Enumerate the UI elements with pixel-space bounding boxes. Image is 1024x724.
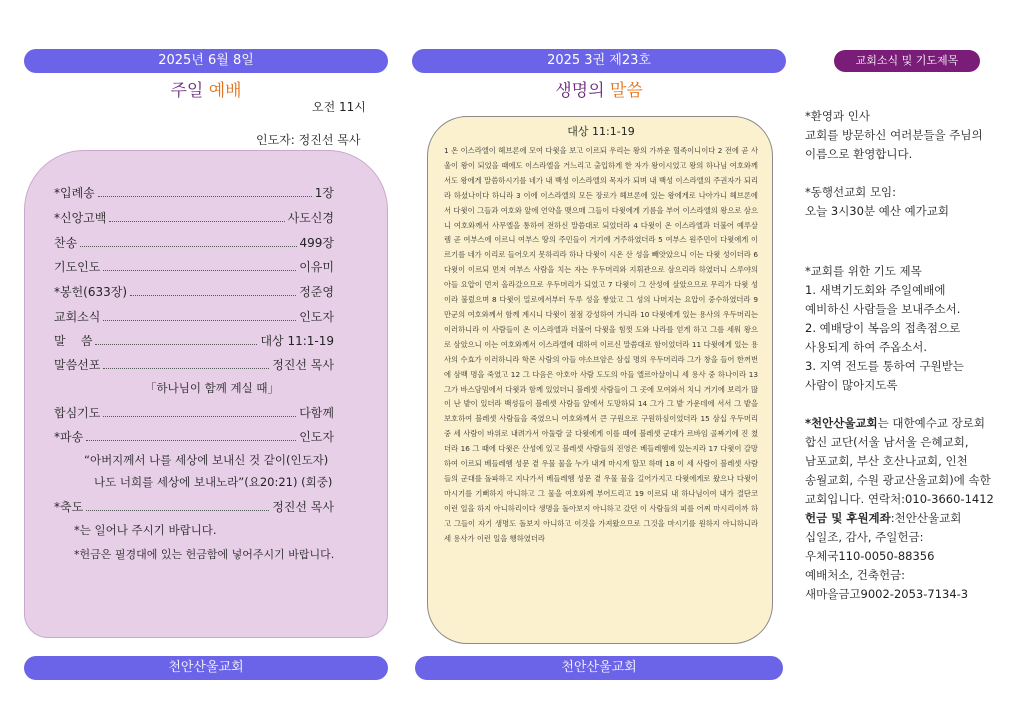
worship-title-accent: 예배 bbox=[208, 81, 242, 101]
order-row bbox=[54, 332, 334, 349]
account-line: 예배처소, 건축헌금: bbox=[805, 568, 906, 582]
church-info-line: 합신 교단(서울 남서울 은혜교회, bbox=[805, 435, 969, 449]
date-banner bbox=[24, 49, 388, 73]
note-offering: *헌금은 필경대에 있는 헌금함에 넣어주시기 바랍니다. bbox=[74, 548, 335, 561]
order-value: 대상 11:1-19 bbox=[260, 334, 334, 348]
sending-line-2: 나도 너희를 세상에 보내노라”(요20:21) (회중) bbox=[94, 475, 333, 489]
church-info-section bbox=[805, 414, 1015, 604]
church-info-line bbox=[805, 414, 1015, 433]
welcome-line: 이름으로 환영합니다. bbox=[805, 147, 913, 161]
prayer-item: 예비하신 사람들을 보내주소서. bbox=[805, 302, 961, 316]
middle-footer-banner bbox=[415, 656, 783, 680]
order-value: 다함께 bbox=[299, 406, 334, 420]
news-prayer-banner bbox=[834, 50, 980, 72]
church-info-line: 교회입니다. 연락처:010-3660-1412 bbox=[805, 492, 994, 506]
meeting-section bbox=[805, 183, 1015, 221]
welcome-section bbox=[805, 107, 1015, 164]
order-label: *입례송 bbox=[54, 186, 95, 200]
word-title bbox=[412, 76, 786, 101]
word-title-plain: 생명의 bbox=[555, 81, 605, 101]
welcome-line: 교회를 방문하신 여러분들을 주님의 bbox=[805, 128, 983, 142]
order-row bbox=[54, 209, 334, 226]
order-value: 정준영 bbox=[299, 285, 334, 299]
order-label: 교회소식 bbox=[54, 310, 101, 324]
order-row bbox=[54, 356, 334, 373]
order-value: 인도자 bbox=[299, 310, 334, 324]
order-value: 사도신경 bbox=[287, 211, 334, 225]
welcome-title: *환영과 인사 bbox=[805, 109, 870, 123]
order-row bbox=[54, 283, 334, 300]
worship-title-plain: 주일 bbox=[170, 81, 204, 101]
note-standing: *는 일어나 주시기 바랍니다. bbox=[74, 523, 217, 537]
order-value: 정진선 목사 bbox=[272, 358, 334, 372]
news-prayer-header: 교회소식 및 기도제목 bbox=[855, 54, 959, 67]
account-line: 새마을금고9002-2053-7134-3 bbox=[805, 587, 969, 601]
order-label: 말 씀 bbox=[54, 334, 93, 348]
church-intro: 는 대한예수교 장로회 bbox=[877, 416, 985, 430]
order-value: 499장 bbox=[299, 236, 334, 250]
order-row bbox=[54, 258, 334, 275]
account-line: 십일조, 감사, 주일헌금: bbox=[805, 530, 924, 544]
order-value: 인도자 bbox=[299, 430, 334, 444]
issue-text: 2025 3권 제23호 bbox=[547, 53, 651, 68]
order-label: 말씀선포 bbox=[54, 358, 101, 372]
order-row bbox=[54, 234, 334, 251]
left-footer-text: 천안산울교회 bbox=[168, 660, 244, 675]
sermon-title: 「하나님이 함께 계실 때」 bbox=[145, 381, 279, 395]
order-row bbox=[54, 428, 334, 445]
order-label: *파송 bbox=[54, 430, 84, 444]
order-value: 1장 bbox=[314, 186, 334, 200]
sending-line-1: “아버지께서 나를 세상에 보내신 것 같이(인도자) bbox=[84, 453, 329, 467]
order-label: *신앙고백 bbox=[54, 211, 107, 225]
church-label: *천안산울교회 bbox=[805, 416, 878, 430]
order-value: 이유미 bbox=[299, 260, 334, 274]
scripture-box bbox=[427, 116, 773, 644]
issue-banner bbox=[412, 49, 786, 73]
prayer-item: 3. 지역 전도를 통하여 구원받는 bbox=[805, 359, 964, 373]
date-text: 2025년 6월 8일 bbox=[158, 53, 254, 68]
scripture-reference: 대상 11:1-19 bbox=[567, 125, 635, 138]
word-title-accent: 말씀 bbox=[609, 81, 643, 101]
church-info-line: 남포교회, 부산 호산나교회, 인천 bbox=[805, 454, 968, 468]
account-line: 우체국110-0050-88356 bbox=[805, 549, 935, 563]
prayer-item: 사람이 많아지도록 bbox=[805, 378, 898, 392]
prayer-item: 2. 예배당이 복음의 접촉점으로 bbox=[805, 321, 961, 335]
order-label: *봉헌(633장) bbox=[54, 285, 128, 299]
account-line bbox=[805, 509, 1015, 528]
order-label: 기도인도 bbox=[54, 260, 101, 274]
order-label: 합심기도 bbox=[54, 406, 101, 420]
prayer-item: 사용되게 하여 주옵소서. bbox=[805, 340, 928, 354]
order-row bbox=[54, 184, 334, 201]
scripture-text: 1 온 이스라엘이 헤브론에 모여 다윗을 보고 이르되 우리는 왕의 가까운 혈족이니이다 2 전에 곧 사울이 왕이 되었을 때에도 이스라엘을 거느리고 출입하게 한 자가 왕이시었고 왕의 하나님 여호와께서도 왕에게 말씀하시기를 네가 내 백성 이스라엘의 목자가 되며 내 백성 이스라엘의 주권자가 되리라 하셨나이다 하니라 3 이에 이스라엘의 모든 장로가 헤브론에 있는 왕에게로 나아가니 헤브론에서 다윗이 그들과 여호와 앞에 언약을 맺으매 그들이 다윗에게 기름을 부어 이스라엘의 왕으로 삼으니 여호와께서 사무엘을 통하여 전하신 말씀대로 되었더라 4 다윗이 온 이스라엘과 더불어 예루살렘 곧 여부스에 이르니 여부스 땅의 주민들이 거기에 거주하였더라 5 여부스 원주민이 다윗에게 이르기를 네가 이리로 들어오지 못하리라 하나 다윗이 시온 산 성을 빼앗았으니 이는 다윗 성이더라 6 다윗이 이르되 먼저 여부스 사람을 치는 자는 우두머리와 지휘관으로 삼으리라 하였더니 스루야의 아들 요압이 먼저 올라갔으므로 우두머리가 되었고 7 다윗이 그 산성에 살았으므로 무리가 다윗 성이라 불렀으며 8 다윗이 밀로에서부터 두루 성을 쌓았고 그 성의 나머지는 요압이 중수하였더라 9 만군의 여호와께서 함께 계시니 다윗이 점점 강성하여 가니라 10 다윗에게 있는 용사의 우두머리는 이러하니라 이 사람들이 온 이스라엘과 더불어 다윗을 힘껏 도와 나라를 얻게 하고 그를 세워 왕으로 삼았으니 이는 여호와께서 이스라엘에 대하여 이르신 말씀대로 함이었더라 11 다윗에게 있는 용사의 수효가 이러하니라 학몬 사람의 아들 야소브암은 삼십 명의 우두머리라 그가 창을 들어 한꺼번에 삼백 명을 죽였고 12 그 다음은 아호아 사람 도도의 아들 엘르아살이니 세 용사 중 하나이라 13 그가 바스담밈에서 다윗과 함께 있었더니 블레셋 사람들이 그 곳에 모여와서 치니 거기에 보리가 많이 난 밭이 있더라 백성들이 블레셋 사람들 앞에서 도망하되 14 그가 그 밭 가운데에 서서 그 밭을 보호하여 블레셋 사람들을 죽였으니 여호와께서 큰 구원으로 구원하심이었더라 15 삼십 우두머리 중 세 사람이 바위로 내려가서 아둘람 굴 다윗에게 이를 때에 블레셋 군대가 르바임 골짜기에 진 쳤더라 16 그 때에 다윗은 산성에 있고 블레셋 사람들의 진영은 베들레헴에 있는지라 17 다윗이 갈망하여 이르되 베들레헴 성문 곁 우물 물을 누가 내게 마시게 할꼬 하매 18 이 세 사람이 블레셋 사람들의 군대를 돌파하고 지나가서 베들레헴 성문 곁 우물 물을 길어가지고 다윗에게로 왔으나 다윗이 마시기를 기뻐하지 아니하고 그 물을 여호와께 부어드리고 19 이르되 내 하나님이여 내가 결단코 이런 일을 하지 아니하리이다 생명을 돌아보지 아니하고 갔던 이 사람들의 피를 어찌 마시리이까 하고 그들이 자기 생명도 돌보지 아니하고 이것을 가져왔으므로 그것을 마시기를 원하지 아니하니라 세 용사가 이런 일을 행하였더라 bbox=[444, 146, 758, 543]
account-holder: :천안산울교회 bbox=[890, 511, 962, 525]
order-value: 정진선 목사 bbox=[272, 500, 334, 514]
church-info-line: 송월교회, 수원 광교산울교회)에 속한 bbox=[805, 473, 991, 487]
meeting-title: *동행선교회 모임: bbox=[805, 185, 897, 199]
account-label: 헌금 및 후원계좌 bbox=[805, 511, 891, 525]
order-label: *축도 bbox=[54, 500, 84, 514]
prayer-item: 1. 새벽기도회와 주일예배에 bbox=[805, 283, 946, 297]
middle-footer-text: 천안산울교회 bbox=[561, 660, 637, 675]
worship-time: 오전 11시 bbox=[312, 100, 366, 114]
meeting-line: 오늘 3시30분 예산 예가교회 bbox=[805, 204, 950, 218]
order-row bbox=[54, 498, 334, 515]
order-row bbox=[54, 404, 334, 421]
order-label: 찬송 bbox=[54, 236, 78, 250]
prayer-title: *교회를 위한 기도 제목 bbox=[805, 264, 922, 278]
left-footer-banner bbox=[24, 656, 388, 680]
order-row bbox=[54, 308, 334, 325]
worship-leader: 인도자: 정진선 목사 bbox=[256, 133, 361, 147]
prayer-section bbox=[805, 262, 1015, 395]
